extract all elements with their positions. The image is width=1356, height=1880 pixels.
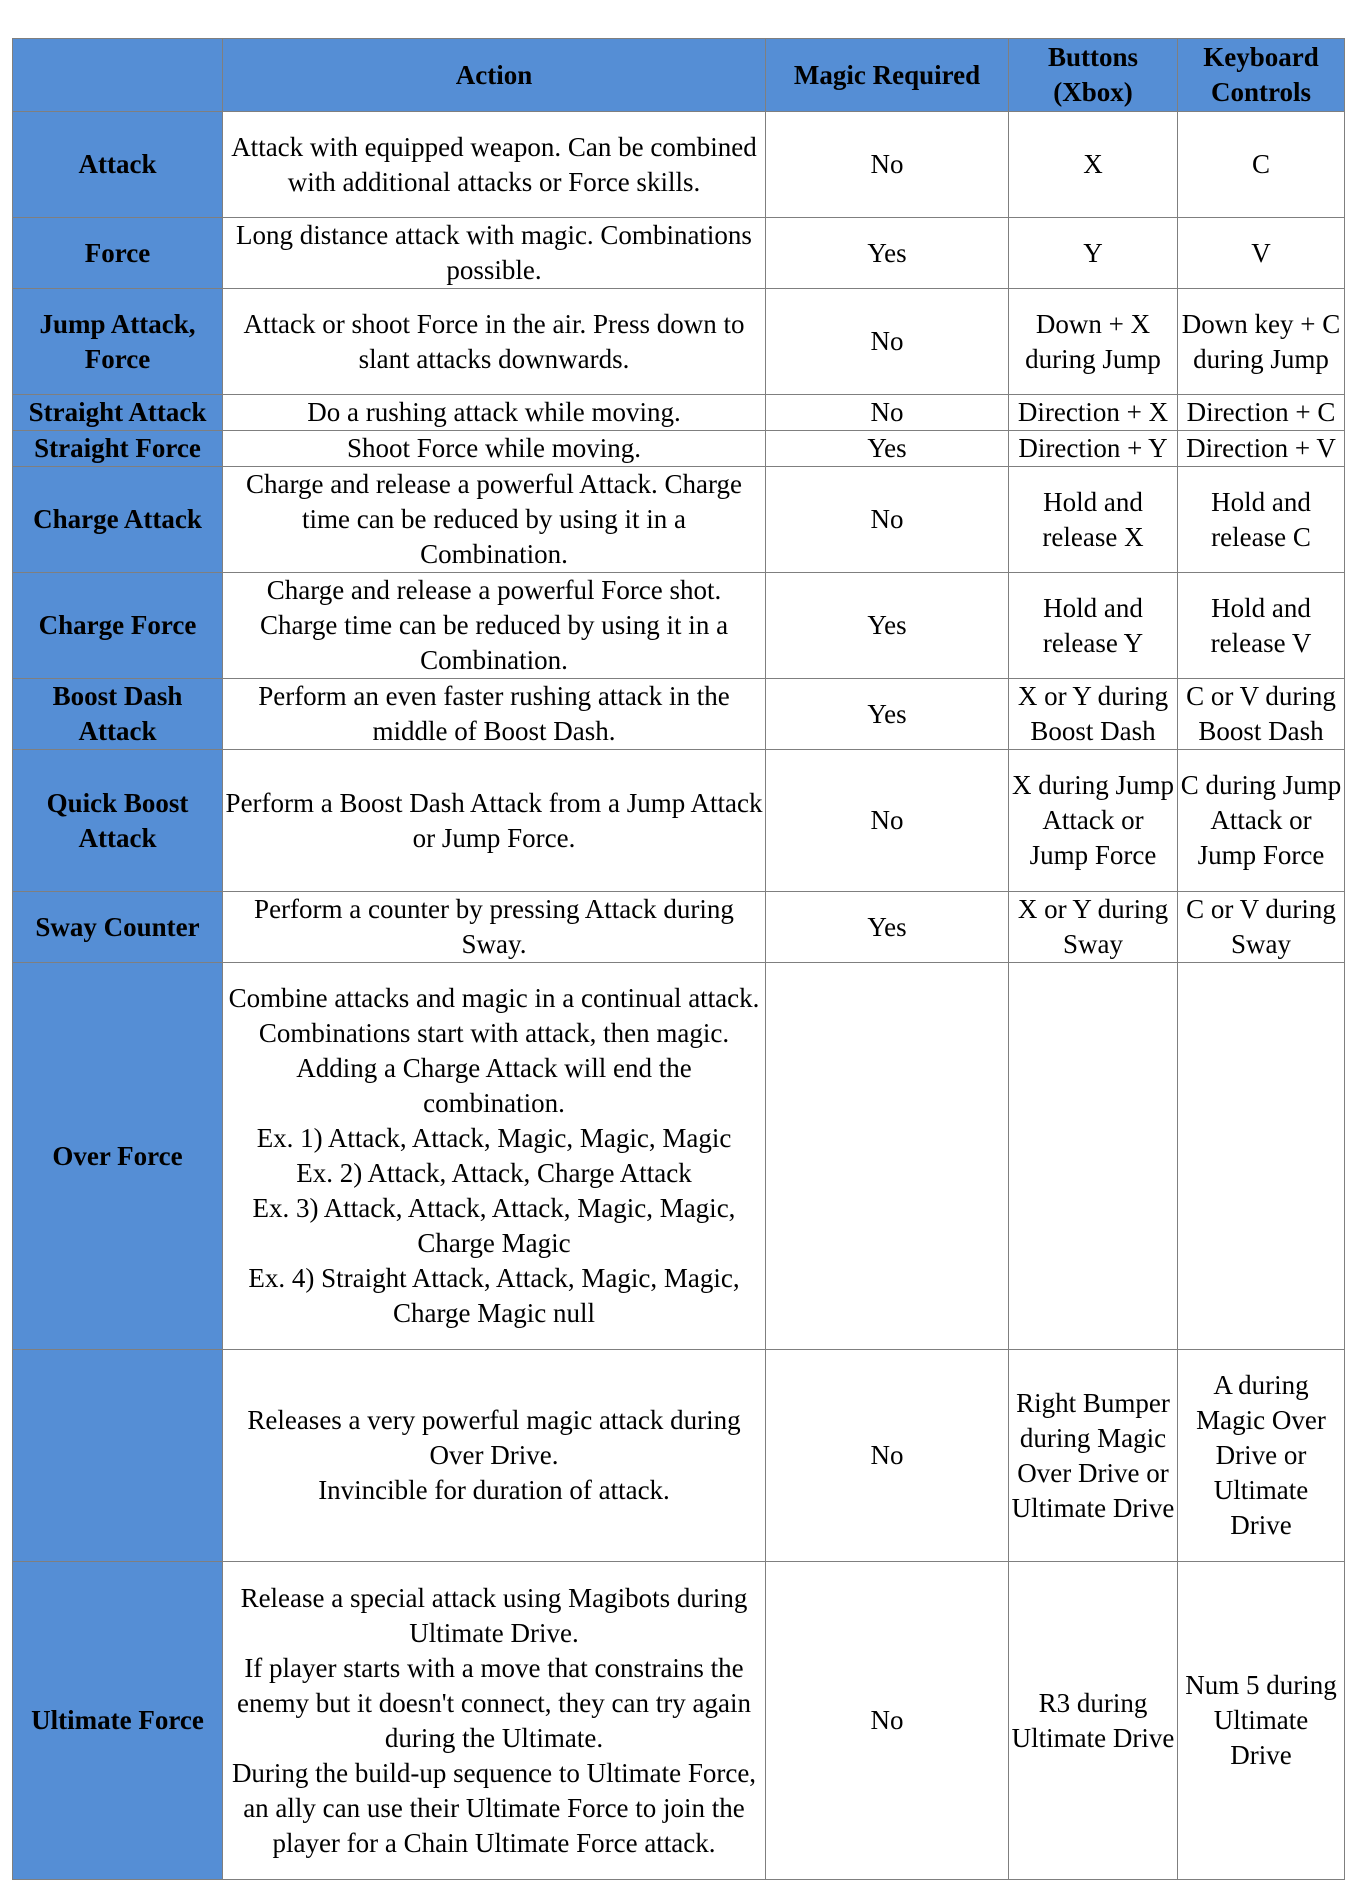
- table-row: [13, 573, 1345, 679]
- row-xbox-buttons: Y: [1009, 218, 1178, 289]
- table-row: [13, 467, 1345, 573]
- table-row: [13, 218, 1345, 289]
- row-magic-required: No: [766, 289, 1009, 395]
- table-row: [13, 892, 1345, 963]
- row-xbox-buttons: Hold and release Y: [1009, 573, 1178, 679]
- table-row: [13, 1350, 1345, 1562]
- row-name: Boost Dash Attack: [13, 679, 223, 750]
- row-xbox-buttons: Down + X during Jump: [1009, 289, 1178, 395]
- table-row: [13, 112, 1345, 218]
- row-name: Quick Boost Attack: [13, 750, 223, 892]
- row-action: Do a rushing attack while moving.: [223, 395, 766, 431]
- row-action: Perform an even faster rushing attack in the middle of Boost Dash.: [223, 679, 766, 750]
- row-name: Straight Force: [13, 431, 223, 467]
- row-name: Sway Counter: [13, 892, 223, 963]
- row-keyboard-controls: Down key + C during Jump: [1178, 289, 1345, 395]
- row-magic-required: No: [766, 467, 1009, 573]
- row-xbox-buttons: Direction + Y: [1009, 431, 1178, 467]
- row-magic-required: No: [766, 750, 1009, 892]
- row-magic-required: Yes: [766, 679, 1009, 750]
- row-action: Attack or shoot Force in the air. Press down to slant attacks downwards.: [223, 289, 766, 395]
- row-magic-required: No: [766, 395, 1009, 431]
- row-action: Charge and release a powerful Attack. Charge time can be reduced by using it in a Combination.: [223, 467, 766, 573]
- row-action: Releases a very powerful magic attack during Over Drive. Invincible for duration of attack.: [223, 1350, 766, 1562]
- row-magic-required: Yes: [766, 573, 1009, 679]
- header-keyboard-controls: Keyboard Controls: [1178, 39, 1345, 112]
- row-magic-required: [766, 963, 1009, 1350]
- row-xbox-buttons: X: [1009, 112, 1178, 218]
- controls-table: [12, 38, 1345, 1880]
- row-xbox-buttons: X or Y during Sway: [1009, 892, 1178, 963]
- row-name: Ultimate Force: [13, 1562, 223, 1880]
- row-keyboard-controls: Direction + V: [1178, 431, 1345, 467]
- row-action: Perform a Boost Dash Attack from a Jump Attack or Jump Force.: [223, 750, 766, 892]
- row-keyboard-controls: C or V during Boost Dash: [1178, 679, 1345, 750]
- row-xbox-buttons: X during Jump Attack or Jump Force: [1009, 750, 1178, 892]
- table-row: [13, 1562, 1345, 1880]
- row-magic-required: No: [766, 112, 1009, 218]
- row-name: Force: [13, 218, 223, 289]
- row-xbox-buttons: Direction + X: [1009, 395, 1178, 431]
- row-action: Shoot Force while moving.: [223, 431, 766, 467]
- table-row: [13, 431, 1345, 467]
- table-row: [13, 750, 1345, 892]
- row-keyboard-controls: C: [1178, 112, 1345, 218]
- row-xbox-buttons: Right Bumper during Magic Over Drive or Ultimate Drive: [1009, 1350, 1178, 1562]
- row-action: Charge and release a powerful Force shot. Charge time can be reduced by using it in a Combination.: [223, 573, 766, 679]
- row-name: Charge Attack: [13, 467, 223, 573]
- row-action: Attack with equipped weapon. Can be combined with additional attacks or Force skills.: [223, 112, 766, 218]
- header-blank: [13, 39, 223, 112]
- row-name: Charge Force: [13, 573, 223, 679]
- row-keyboard-controls: Direction + C: [1178, 395, 1345, 431]
- row-name: Straight Attack: [13, 395, 223, 431]
- row-xbox-buttons: R3 during Ultimate Drive: [1009, 1562, 1178, 1880]
- header-action: Action: [223, 39, 766, 112]
- row-xbox-buttons: [1009, 963, 1178, 1350]
- row-keyboard-controls: C or V during Sway: [1178, 892, 1345, 963]
- row-keyboard-controls: Hold and release C: [1178, 467, 1345, 573]
- row-keyboard-controls: Num 5 during Ultimate Drive: [1178, 1562, 1345, 1880]
- row-xbox-buttons: X or Y during Boost Dash: [1009, 679, 1178, 750]
- table-row: [13, 395, 1345, 431]
- table-row: [13, 679, 1345, 750]
- row-name: [13, 1350, 223, 1562]
- row-action: Release a special attack using Magibots during Ultimate Drive. If player starts with a move that constrains the enemy but it doesn't connect, they can try again during the Ultimate. During the build-up sequence to Ultimate Force, an ally can use their Ultimate Force to join the player for a Chain Ultimate Force attack.: [223, 1562, 766, 1880]
- row-action: Perform a counter by pressing Attack during Sway.: [223, 892, 766, 963]
- row-magic-required: No: [766, 1350, 1009, 1562]
- row-magic-required: Yes: [766, 892, 1009, 963]
- row-keyboard-controls: [1178, 963, 1345, 1350]
- row-action: Combine attacks and magic in a continual attack. Combinations start with attack, then magic. Adding a Charge Attack will end the combination. Ex. 1) Attack, Attack, Magic, Magic, Magic Ex. 2) Attack, Attack, Charge Attack Ex. 3) Attack, Attack, Attack, Magic, Magic, Charge Magic Ex. 4) Straight Attack, Attack, Magic, Magic, Charge Magic null: [223, 963, 766, 1350]
- row-keyboard-controls: Hold and release V: [1178, 573, 1345, 679]
- row-magic-required: No: [766, 1562, 1009, 1880]
- row-magic-required: Yes: [766, 431, 1009, 467]
- header-row: [13, 39, 1345, 112]
- row-keyboard-controls: C during Jump Attack or Jump Force: [1178, 750, 1345, 892]
- row-keyboard-controls: A during Magic Over Drive or Ultimate Drive: [1178, 1350, 1345, 1562]
- row-action: Long distance attack with magic. Combinations possible.: [223, 218, 766, 289]
- header-buttons-xbox: Buttons (Xbox): [1009, 39, 1178, 112]
- row-name: Over Force: [13, 963, 223, 1350]
- row-xbox-buttons: Hold and release X: [1009, 467, 1178, 573]
- table-row: [13, 289, 1345, 395]
- header-magic-required: Magic Required: [766, 39, 1009, 112]
- row-magic-required: Yes: [766, 218, 1009, 289]
- row-name: Attack: [13, 112, 223, 218]
- row-name: Jump Attack, Force: [13, 289, 223, 395]
- table-row: [13, 963, 1345, 1350]
- row-keyboard-controls: V: [1178, 218, 1345, 289]
